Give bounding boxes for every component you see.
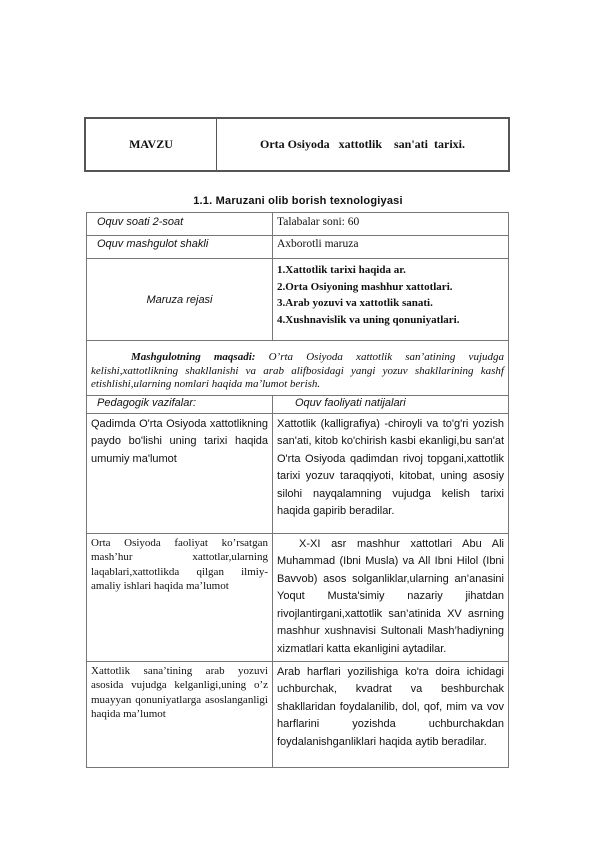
- lecture-plan-table: [86, 212, 509, 768]
- task-cell: Qadimda O'rta Osiyoda xattotlikning paydo bo'lishi uning tarixi haqida umumiy ma'lumot: [87, 413, 273, 533]
- tasks-header-right: Oquv faoliyati natijalari: [273, 395, 509, 413]
- plan-label-cell: [87, 259, 273, 341]
- topic-title: Orta Osiyoda xattotlik san'ati tarixi.: [260, 137, 465, 151]
- topic-label-cell: [86, 119, 217, 170]
- plan-item: 4.Xushnavislik va uning qonuniyatlari.: [277, 313, 460, 326]
- topic-label: MAVZU: [129, 137, 173, 151]
- section-heading: 1.1. Maruzani olib borish texnologiyasi: [193, 195, 403, 207]
- goal-row: [87, 341, 509, 396]
- info-row-form: [87, 236, 509, 259]
- info-row-hours: [87, 213, 509, 236]
- task-cell: Xattotlik sana’tining arab yozuvi asosida vujudga kelganligi,uning o’z muayyan qonuniyatlarga asoslanganligi haqida ma’lumot: [87, 661, 273, 767]
- plan-item: 3.Arab yozuvi va xattotlik sanati.: [277, 297, 433, 309]
- plan-item: 2.Orta Osiyoning mashhur xattotlari.: [277, 280, 453, 293]
- task-row: [87, 661, 509, 767]
- task-row: [87, 413, 509, 533]
- students-cell: Talabalar soni: 60: [273, 213, 509, 236]
- tasks-header-row: [87, 395, 509, 413]
- result-cell: Arab harflari yozilishiga ko'ra doira ichidagi uchburchak, kvadrat va beshburchak shakllaridan foydalanilib, dol, qof, mim va vov harflarini yozishda uchburchakdan foydalanishganliklari haqida aytib beradilar.: [273, 661, 509, 767]
- topic-table: [84, 117, 510, 172]
- topic-title-cell: [217, 119, 508, 170]
- result-cell: Xattotlik (kalligrafiya) -chiroyli va to'g'ri yozish san'ati, kitob ko'chirish kasbi ekanligi,bu san'at O'rta Osiyoda qadimdan rivoj topgani,xattotlik tarixi yozuv taraqqiyoti, kitobat, uning asosiy silohi nayqalamning vujudga kelish tarixi haqida gapirib beradilar.: [273, 413, 509, 533]
- goal-text: O’rta Osiyoda xattotlik san’atining vujudga kelishi,xattotlikning shakllanishi va arab alifbosidagi yangi yozuv shakllarining kashf etishlishi,ularning nomlari haqida ma’lumot berish.: [91, 351, 504, 390]
- plan-row: [87, 259, 509, 341]
- plan-items-cell: [273, 259, 509, 341]
- form-value-cell: Axborotli maruza: [273, 236, 509, 259]
- hours-cell: Oquv soati 2-soat: [87, 213, 273, 236]
- goal-label: Mashgulotning maqsadi:: [131, 351, 256, 363]
- task-row: [87, 533, 509, 661]
- tasks-header-left: Pedagogik vazifalar:: [87, 395, 273, 413]
- form-label-cell: Oquv mashgulot shakli: [87, 236, 273, 259]
- task-cell: Orta Osiyoda faoliyat ko’rsatgan mash’hur xattotlar,ularning laqablari,xattotlikda qilgan ilmiy-amaliy ishlari haqida ma’lumot: [87, 533, 273, 661]
- plan-item: 1.Xattotlik tarixi haqida ar.: [277, 264, 406, 276]
- result-cell: X-XI asr mashhur xattotlari Abu Ali Muhammad (Ibni Musla) va All Ibni Hilol (Ibni Bavvob) asos solganliklar,ularning an’anasini Yoqut Musta'simiy nazariy jihatdan rivojlantirgani,xattotlik san’atinida XV asrning mashhur xushnavisi Sultonali Mash’hadiyning xizmatlari katta ekanligini aytadilar.: [273, 533, 509, 661]
- plan-label: Maruza rejasi: [146, 293, 213, 306]
- goal-cell: [87, 341, 509, 396]
